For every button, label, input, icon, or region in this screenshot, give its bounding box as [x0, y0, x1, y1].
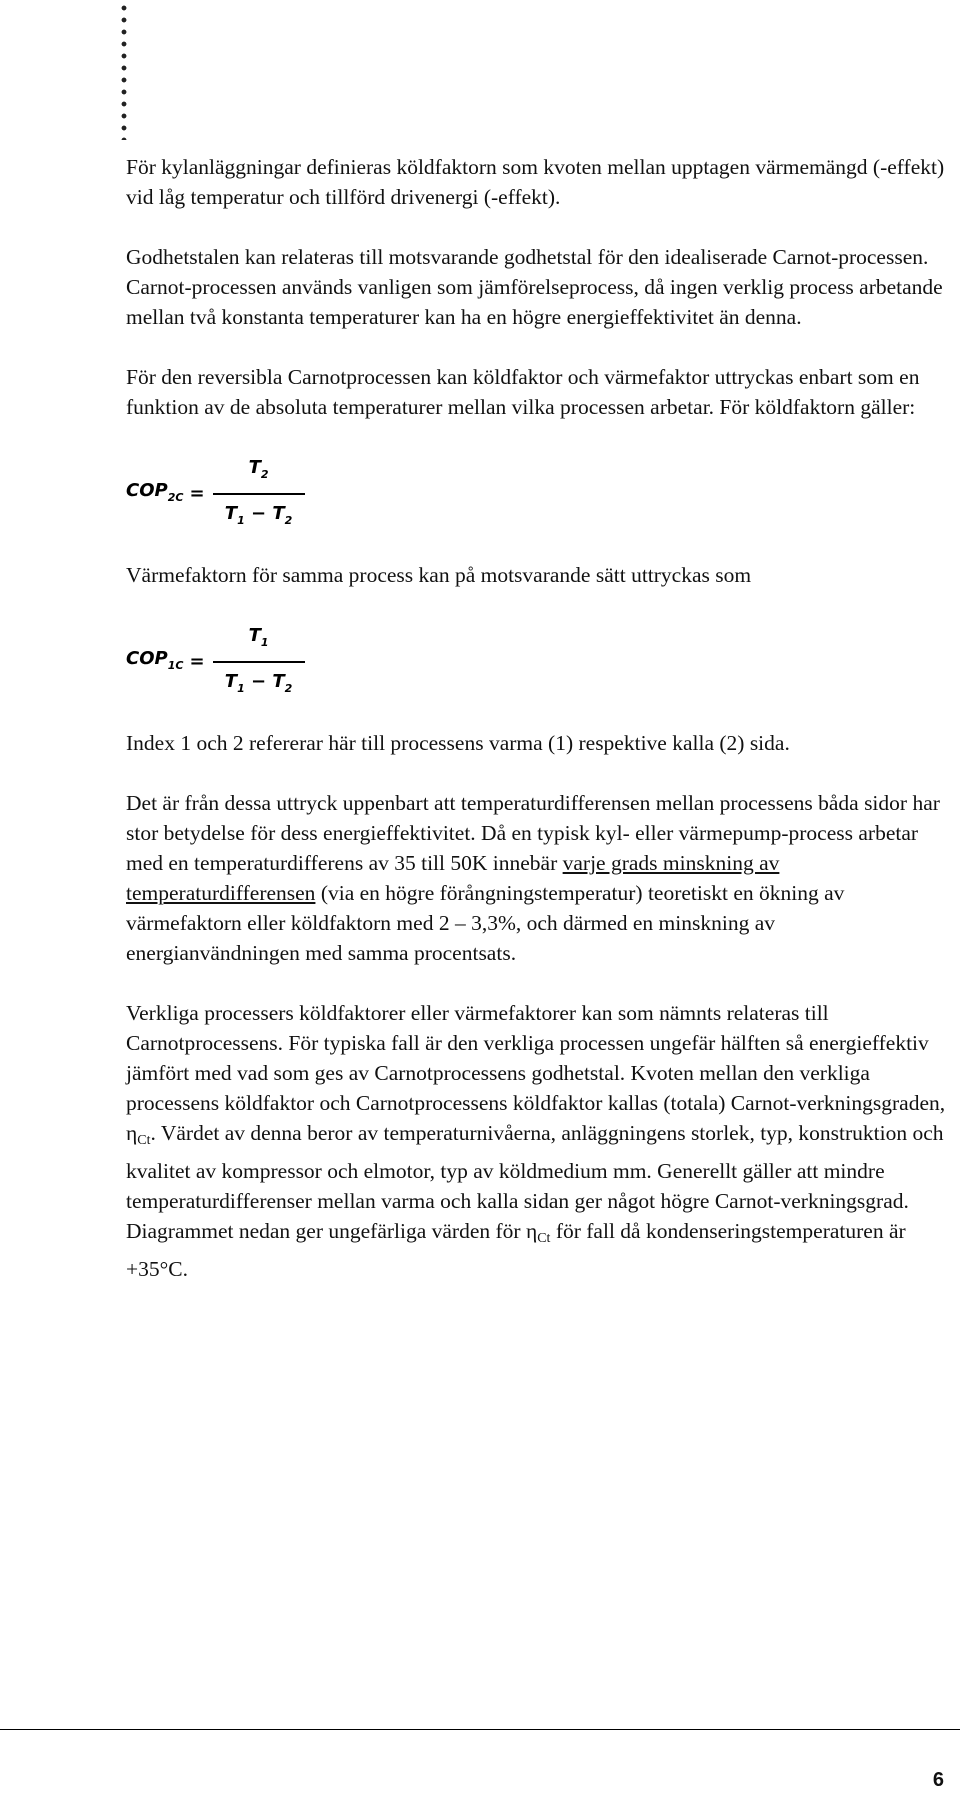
document-body — [126, 152, 954, 1314]
eta-ct-symbol: $\eta_{Ct}$ — [525, 1219, 551, 1246]
paragraph-cooling-factor-definition: För kylanläggningar definieras köldfaktorn som kvoten mellan upptagen värmemängd (-effekt) vid låg temperatur och tillförd drivenergi (-effekt). — [126, 155, 945, 209]
page-number: 6 — [932, 1769, 944, 1791]
formula-denominator: $T_1 - T_2$ — [224, 670, 293, 695]
formula-cop-1c — [126, 620, 954, 704]
formula-lhs: $COP_{1C}$ — [126, 647, 184, 672]
formula-equals: = — [189, 651, 205, 672]
footer-divider — [0, 1729, 960, 1730]
paragraph-heat-factor-intro: Värmefaktorn för samma process kan på motsvarande sätt uttryckas som — [126, 563, 752, 587]
formula-numerator: $T_2$ — [248, 456, 269, 481]
dotted-margin-marker — [120, 0, 128, 140]
formula-fraction — [213, 621, 305, 704]
formula-lhs: $COP_{2C}$ — [126, 479, 184, 504]
paragraph-carnot-comparison: Godhetstalen kan relateras till motsvarande godhetstal för den idealiserade Carnot-processen. Carnot-processen används vanligen som jämförelseprocess, då ingen verklig process arbetande mellan två konstanta temperaturer kan ha en högre energieffektivitet än denna. — [126, 245, 943, 329]
paragraph-reversible-carnot: För den reversibla Carnotprocessen kan köldfaktor och värmefaktor uttryckas enbart som en funktion av de absoluta temperaturer mellan vilka processen arbetar. För köldfaktorn gäller: — [126, 365, 920, 419]
formula-numerator: $T_1$ — [248, 624, 269, 649]
formula-equals: = — [189, 483, 205, 504]
formula-denominator: $T_1 - T_2$ — [224, 502, 293, 527]
paragraph-temperature-difference: Det är från dessa uttryck uppenbart att temperaturdifferensen mellan processens båda sidor har stor betydelse för dess energieffektivitet. Då en typisk kyl- eller värmepump-process arbetar med en temperaturdifferens av 35 till 50K innebär varje grads minskning av temperaturdifferensen (via en högre förångningstemperatur) teoretiskt en ökning av värmefaktorn eller köldfaktorn med 2 – 3,3%, och därmed en minskning av energianvändningen med samma procentsats. — [126, 791, 940, 965]
underlined-phrase: varje grads minskning av temperaturdifferensen — [126, 851, 780, 905]
paragraph-real-processes: Verkliga processers köldfaktorer eller värmefaktorer kan som nämnts relateras till Carnotprocessens. För typiska fall är den verkliga processen ungefär hälften så energieffektiv jämfört med vad som ges av Carnotprocessens godhetstal. Kvoten mellan den verkliga processens köldfaktor och Carnotprocessens köldfaktor kallas (totala) Carnot-verkningsgraden, $\eta_{Ct}$. Värdet av denna beror av temperaturnivåerna, anläggningens storlek, typ, konstruktion och kvalitet av kompressor och elmotor, typ av köldmedium mm. Generellt gäller att mindre temperaturdifferenser mellan varma och kalla sidan ger något högre Carnot-verkningsgrad. Diagrammet nedan ger ungefärliga värden för $\eta_{Ct}$ för fall då kondenseringstemperaturen är +35°C. — [126, 1001, 946, 1281]
formula-fraction — [213, 453, 305, 536]
paragraph-index-explanation: Index 1 och 2 refererar här till processens varma (1) respektive kalla (2) sida. — [126, 731, 790, 755]
formula-cop-2c — [126, 452, 954, 536]
eta-ct-symbol: $\eta_{Ct}$ — [126, 1121, 151, 1148]
